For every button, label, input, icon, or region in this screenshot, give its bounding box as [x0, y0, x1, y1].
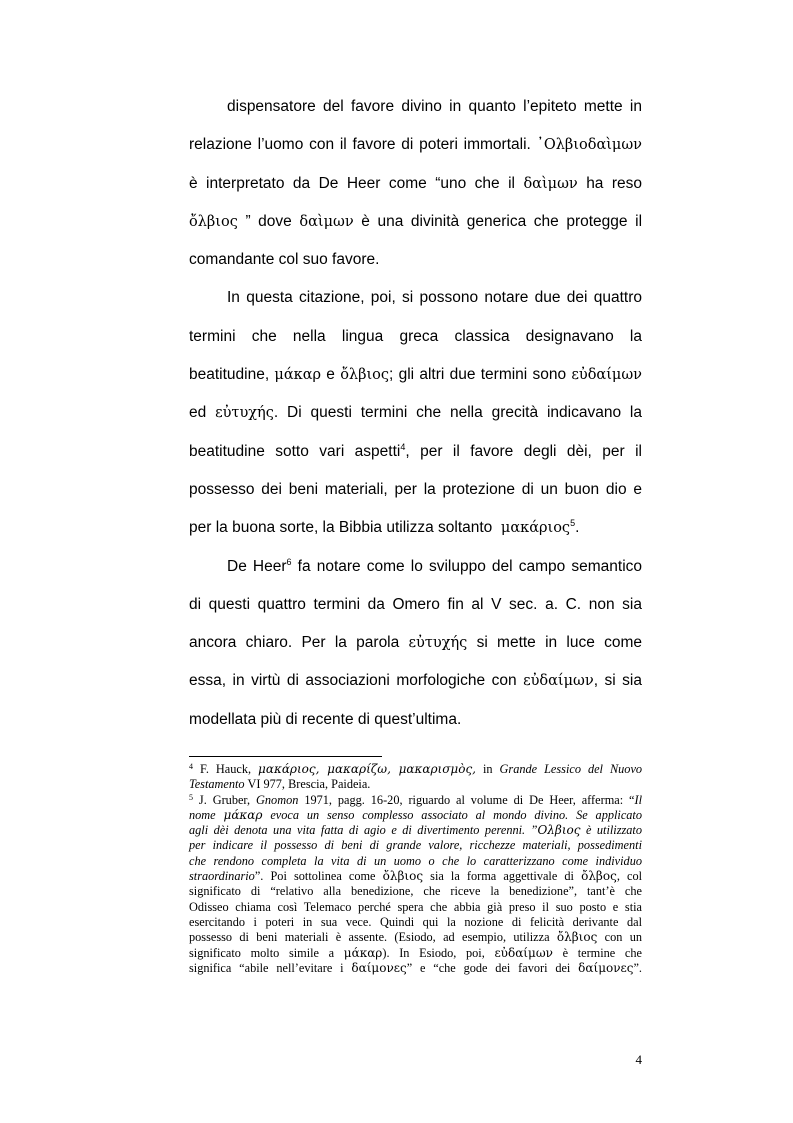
- paragraph-1-line-2: relazione l’uomo con il favore di poteri immortali. ᾿Ολβιοδαὶμων: [189, 136, 642, 154]
- footnote-5-line-7: significato di “relativo alla benedizione, che riceve la benedizione”, tant’è che: [189, 884, 642, 899]
- paragraph-1-line-1: dispensatore del favore divino in quanto l’epiteto mette in: [227, 98, 642, 115]
- paragraph-2-line-4: ed εὐτυχής. Di questi termini che nella grecità indicavano la: [189, 404, 642, 422]
- footnote-5-line-9: esercitando i poteri in sua vece. Quindi qui la nozione di felicità derivante dal: [189, 914, 642, 929]
- paragraph-2-line-5: beatitudine sotto vari aspetti$^4$, per il favore degli dèi, per il: [189, 441, 642, 460]
- footnote-5-line-3: agli dèi denota una vita fatta di agio e di divertimento perenni. ”Ολβιος è utilizzato: [189, 823, 642, 838]
- paragraph-2-line-7: per la buona sorte, la Bibbia utilizza soltanto μακάριος$^5$.: [189, 518, 580, 537]
- footnote-5-line-11: significato molto simile a μάκαρ). In Esiodo, poi, εὐδαίμων è termine che: [189, 945, 642, 960]
- footnote-ref-5: 5: [570, 518, 576, 529]
- footnote-5-line-10: possesso di beni materiali è assente. (Esiodo, ad esempio, utilizza ὄλβιος con un: [189, 930, 642, 945]
- paragraph-2-line-3: beatitudine, μάκαρ e ὄλβιος; gli altri due termini sono εὐδαίμων: [189, 366, 642, 384]
- footnote-5-line-2: nome μάκαρ evoca un senso complesso associato al mondo divino. Se applicato: [189, 807, 643, 822]
- footnote-4-line-2: Testamento VI 977, Brescia, Paideia.: [189, 777, 371, 792]
- footnote-separator: [189, 756, 382, 757]
- paragraph-2-line-1: In questa citazione, poi, si possono notare due dei quattro: [227, 289, 642, 307]
- paragraph-1-line-4: ὄλβιος ” dove δαὶμων è una divinità generica che protegge il: [189, 212, 643, 230]
- paragraph-3-line-2: di questi quattro termini da Omero fin al V sec. a. C. non sia: [189, 595, 642, 613]
- paragraph-1-line-3: è interpretato da De Heer come “uno che il δαὶμων ha reso: [189, 174, 643, 192]
- paragraph-1-line-5: comandante col suo favore.: [189, 251, 380, 269]
- footnote-5-line-12: significa “abile nell’evitare i δαίμονες” e “che gode dei favori dei δαίμονες”.: [189, 960, 643, 975]
- paragraph-3-line-1: De Heer$^6$ fa notare come lo sviluppo del campo semantico: [227, 556, 643, 575]
- footnotes: [189, 762, 642, 976]
- paragraph-3-line-3: ancora chiaro. Per la parola εὐτυχής si mette in luce come: [189, 634, 643, 652]
- page-number: 4: [635, 1052, 642, 1067]
- footnote-ref-4: 4: [400, 441, 406, 452]
- footnote-4-line-1: $^4$ F. Hauck, μακάριος, μακαρίζω, μακαρισμὸς, in Grande Lessico del Nuovo: [189, 762, 643, 776]
- main-text: [189, 88, 642, 739]
- paragraph-3-line-4: essa, in virtù di associazioni morfologiche con εὐδαίμων, si sia: [189, 672, 642, 690]
- footnote-5-line-1: $^5$ J. Gruber, Gnomon 1971, pagg. 16-20, riguardo al volume di De Heer, afferma: “Il: [189, 792, 643, 807]
- footnote-5-line-6: straordinario”. Poi sottolinea come ὄλβιος sia la forma aggettivale di ὄλβος, col: [189, 869, 643, 884]
- footnote-ref-6: 6: [286, 556, 292, 567]
- paragraph-2-line-2: termini che nella lingua greca classica designavano la: [189, 327, 642, 345]
- footnote-5-line-4: per indicare il possesso di beni di grande valore, ricchezze materiali, possedimenti: [189, 838, 642, 853]
- paragraph-2-line-6: possesso dei beni materiali, per la protezione di un buon dio e: [189, 480, 642, 498]
- footnote-5-line-8: Odisseo chiama così Telemaco perché spera che abbia già preso il suo posto e stia: [189, 899, 642, 914]
- paragraph-3-line-5: modellata più di recente di quest’ultima.: [189, 710, 462, 728]
- footnote-5-line-5: che rendono completa la vita di un uomo o che lo caratterizzano come individuo: [189, 853, 642, 868]
